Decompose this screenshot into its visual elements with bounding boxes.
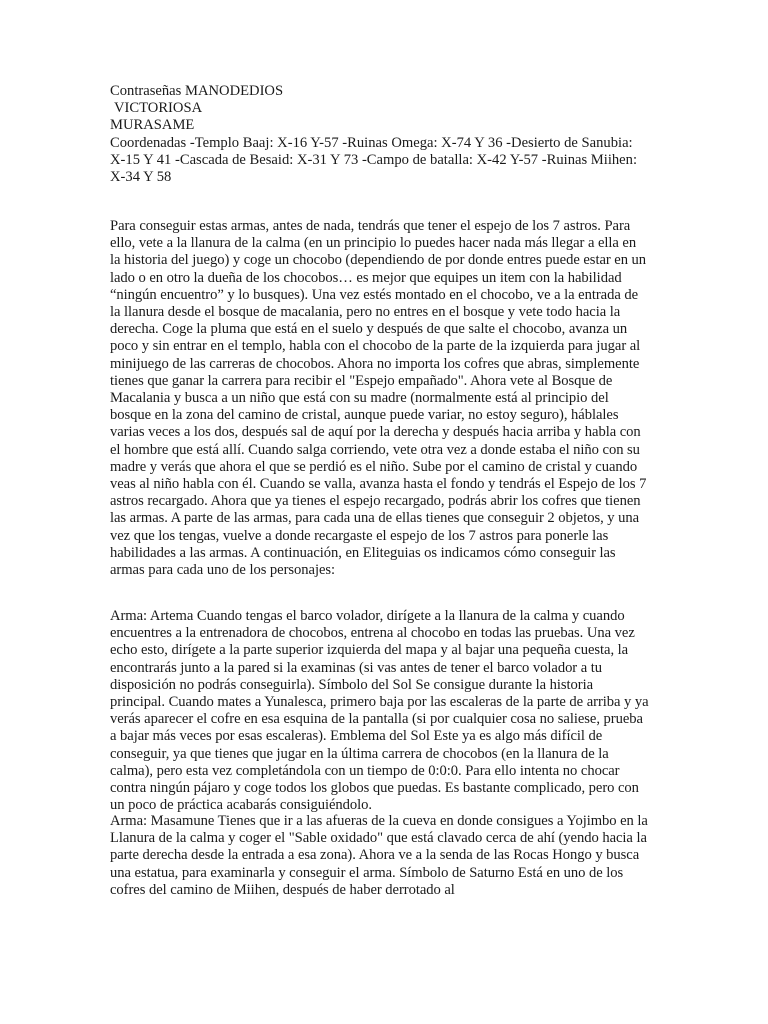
- passwords-line: Contraseñas MANODEDIOS: [110, 83, 284, 99]
- coordinates-text: Coordenadas -Templo Baaj: X-16 Y-57 -Ruinas Omega: X-74 Y 36 -Desierto de Sanubia: X-15 Y 41 -Cascada de Besaid: X-31 Y 73 -Campo de batalla: X-42 Y-57 -Ruinas Miihen: X-34 Y 58: [110, 134, 638, 186]
- paragraph-artema: Arma: Artema Cuando tengas el barco volador, dirígete a la llanura de la calma y cuando encuentres a la entrenadora de chocobos, entrena al chocobo en todas las pruebas. Una vez echo esto, dirígete a la parte superior izquierda del mapa y al bajar una pequeña cuesta, la encontrarás junto a la pared si la examinas (si vas antes de tener el barco volador a tu disposición no podrás conseguirla). Símbolo del Sol Se consigue durante la historia principal. Cuando mates a Yunalesca, primero baja por las escaleras de la parte de arriba y ya verás aparecer el cofre en esa esquina de la pantalla (si por cualquier cosa no saliese, prueba a bajar más veces por esas escaleras). Emblema del Sol Este ya es algo más difícil de conseguir, ya que tienes que jugar en la última carrera de chocobos (en la llanura de la calma), pero esta vez completándola con un tiempo de 0:0:0. Para ello intenta no chocar contra ningún pájaro y coge todos los globos que puedas. Es bastante complicado, pero con un poco de práctica acabarás consiguiéndolo.: [110, 608, 649, 814]
- password-victoriosa: VICTORIOSA: [114, 100, 203, 117]
- paragraph-intro: Para conseguir estas armas, antes de nada, tendrás que tener el espejo de los 7 astros. Para ello, vete a la llanura de la calma (en un principio lo puedes hacer nada más llegar a ella en la historia del juego) y coge un chocobo (dependiendo de por donde entres puede estar en un lado o en otro la dueña de los chocobos… es mejor que equipes un item con la habilidad “ningún encuentro” y lo busques). Una vez estés montado en el chocobo, ve a la entrada de la llanura desde el bosque de macalania, pero no entres en el bosque y vete todo hacia la derecha. Coge la pluma que está en el suelo y después de que salte el chocobo, avanza un poco y sin entrar en el templo, habla con el chocobo de la parte de la izquierda para jugar al minijuego de las carreras de chocobos. Ahora no importa los cofres que abras, simplemente tienes que ganar la carrera para recibir el "Espejo empañado". Ahora vete al Bosque de Macalania y busca a un niño que está con su madre (normalmente está al principio del bosque en la zona del camino de cristal, aunque puede variar, no estoy seguro), háblales varias veces a los dos, después sal de aquí por la derecha y después hacia arriba y habla con el hombre que está allí. Cuando salga corriendo, vete otra vez a donde estaba el niño con su madre y verás que ahora el que se perdió es el niño. Sube por el camino de cristal y cuando veas al niño habla con él. Cuando se valla, avanza hasta el fondo y tendrás el Espejo de los 7 astros recargado. Ahora que ya tienes el espejo recargado, podrás abrir los cofres que tienen las armas. A parte de las armas, para cada una de ellas tienes que conseguir 2 objetos, y una vez que los tengas, vuelve a donde recargaste el espejo de los 7 astros para ponerle las habilidades a las armas. A continuación, en Eliteguias os indicamos cómo conseguir las armas para cada uno de los personajes:: [110, 218, 647, 579]
- document-header: [110, 83, 650, 186]
- paragraph-masamune: Arma: Masamune Tienes que ir a las afueras de la cueva en donde consigues a Yojimbo en la Llanura de la calma y coger el "Sable oxidado" que está clavado cerca de ahí (yendo hacia la parte derecha desde la entrada a esa zona). Ahora ve a la senda de las Rocas Hongo y busca una estatua, para examinarla y conseguir el arma. Símbolo de Saturno Está en uno de los cofres del camino de Miihen, después de haber derrotado al: [110, 813, 648, 898]
- password-murasame: MURASAME: [110, 117, 195, 134]
